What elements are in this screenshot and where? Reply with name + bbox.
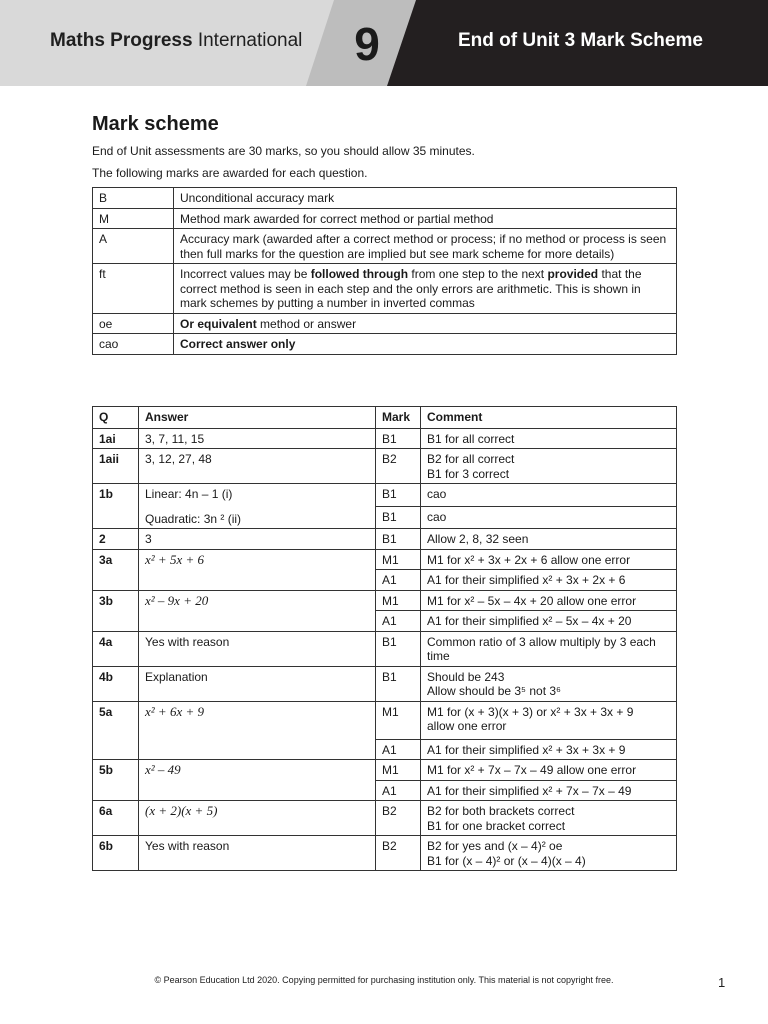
answer-cell: x² + 6x + 9 [139,701,376,760]
mark-cell: B1 [376,507,421,529]
question-number: 5b [93,760,139,801]
table-row [93,836,677,871]
mark-cell: B1 [376,428,421,449]
comment-cell: M1 for x² – 5x – 4x + 20 allow one error [421,590,677,611]
comment-line: B2 for yes and (x – 4)² oe [427,839,563,853]
answer-cell: Explanation [139,666,376,701]
question-number: 3a [93,549,139,590]
comment-cell [421,449,677,484]
question-number: 5a [93,701,139,760]
comment-cell: A1 for their simplified x² + 7x – 7x – 49 [421,780,677,801]
mark-cell: M1 [376,590,421,611]
question-number: 1b [93,484,139,529]
comment-line: allow one error [427,719,507,733]
copyright-notice: © Pearson Education Ltd 2020. Copying permitted for purchasing institution only. This material is not copyright free. [154,975,614,985]
comment-line: B1 for one bracket correct [427,818,566,833]
table-row [93,428,677,449]
table-row [93,701,677,739]
answer-cell [139,484,376,529]
question-number: 4b [93,666,139,701]
key-description: Method mark awarded for correct method or partial method [174,208,677,229]
comment-cell [421,836,677,871]
comment-cell: M1 for x² + 7x – 7x – 49 allow one error [421,760,677,781]
answer-cell: (x + 2)(x + 5) [139,801,376,836]
key-code: oe [93,313,174,334]
key-description: Or equivalent method or answer [174,313,677,334]
key-code: ft [93,264,174,314]
mark-key-table [92,187,677,355]
mark-cell: A1 [376,780,421,801]
intro-line-2: The following marks are awarded for each question. [92,166,368,180]
intro-line-1: End of Unit assessments are 30 marks, so you should allow 35 minutes. [92,144,475,158]
answer-cell: x² – 49 [139,760,376,801]
table-row [93,631,677,666]
key-code: B [93,188,174,209]
page-header [0,0,768,86]
page-heading: Mark scheme [92,113,219,135]
table-row [93,549,677,570]
table-row [93,449,677,484]
key-code: A [93,229,174,264]
brand-name: Maths Progress International [50,30,303,51]
comment-cell [421,801,677,836]
comment-line: Allow should be 3⁵ not 3⁶ [427,684,561,698]
comment-cell: cao [421,484,677,507]
answer-cell: x² – 9x + 20 [139,590,376,631]
question-number: 4a [93,631,139,666]
question-number: 1aii [93,449,139,484]
key-description: Accuracy mark (awarded after a correct method or process; if no method or process is seen then full marks for the question are implied but see mark scheme for more details) [174,229,677,264]
comment-line: B2 for all correct [427,452,515,466]
mark-cell: B1 [376,484,421,507]
mark-cell: M1 [376,549,421,570]
mark-cell: M1 [376,760,421,781]
key-row [93,229,677,264]
answer-cell: 3, 12, 27, 48 [139,449,376,484]
column-header-answer: Answer [139,407,376,429]
comment-line: M1 for (x + 3)(x + 3) or x² + 3x + 3x + 9 [427,704,634,719]
table-row [93,590,677,611]
answer-line: Quadratic: 3n ² (ii) [145,511,242,526]
mark-cell: B2 [376,801,421,836]
key-row [93,264,677,314]
comment-cell: Allow 2, 8, 32 seen [421,529,677,550]
mark-cell: B1 [376,666,421,701]
comment-cell: A1 for their simplified x² + 3x + 3x + 9 [421,739,677,760]
answer-line: Linear: 4n – 1 (i) [145,487,233,501]
key-row [93,188,677,209]
mark-cell: B2 [376,836,421,871]
comment-line: B1 for 3 correct [427,466,510,481]
table-header-row [93,407,677,429]
comment-line: B1 for (x – 4)² or (x – 4)(x – 4) [427,853,586,868]
table-row [93,529,677,550]
comment-cell: A1 for their simplified x² + 3x + 2x + 6 [421,570,677,591]
comment-cell: Common ratio of 3 allow multiply by 3 each time [421,631,677,666]
key-description: Incorrect values may be followed through from one step to the next provided that the correct method is seen in each step and the only errors are arithmetic. This is shown in mark schemes by putting a number in inverted commas [174,264,677,314]
key-description: Unconditional accuracy mark [174,188,677,209]
answer-cell: 3, 7, 11, 15 [139,428,376,449]
table-row [93,801,677,836]
mark-cell: B2 [376,449,421,484]
question-number: 6b [93,836,139,871]
key-row [93,313,677,334]
comment-cell: cao [421,507,677,529]
question-number: 3b [93,590,139,631]
mark-cell: M1 [376,701,421,739]
question-number: 2 [93,529,139,550]
unit-number: 9 [354,18,380,70]
answer-cell: Yes with reason [139,836,376,871]
page-number: 1 [718,975,726,990]
column-header-comment: Comment [421,407,677,429]
table-row [93,484,677,507]
comment-cell [421,701,677,739]
answer-cell: Yes with reason [139,631,376,666]
table-row [93,760,677,781]
table-row [93,666,677,701]
key-code: M [93,208,174,229]
comment-line: B2 for both brackets correct [427,804,575,818]
answer-cell: x² + 5x + 6 [139,549,376,590]
mark-cell: A1 [376,611,421,632]
key-description: Correct answer only [174,334,677,355]
key-row [93,334,677,355]
question-number: 6a [93,801,139,836]
mark-cell: A1 [376,739,421,760]
column-header-question: Q [93,407,139,429]
comment-cell [421,666,677,701]
document-title: End of Unit 3 Mark Scheme [458,30,703,51]
comment-cell: B1 for all correct [421,428,677,449]
comment-cell: M1 for x² + 3x + 2x + 6 allow one error [421,549,677,570]
question-number: 1ai [93,428,139,449]
mark-cell: A1 [376,570,421,591]
answer-cell: 3 [139,529,376,550]
comment-cell: A1 for their simplified x² – 5x – 4x + 20 [421,611,677,632]
mark-cell: B1 [376,631,421,666]
key-code: cao [93,334,174,355]
mark-scheme-table [92,406,677,871]
column-header-mark: Mark [376,407,421,429]
key-row [93,208,677,229]
mark-cell: B1 [376,529,421,550]
comment-line: Should be 243 [427,669,505,684]
